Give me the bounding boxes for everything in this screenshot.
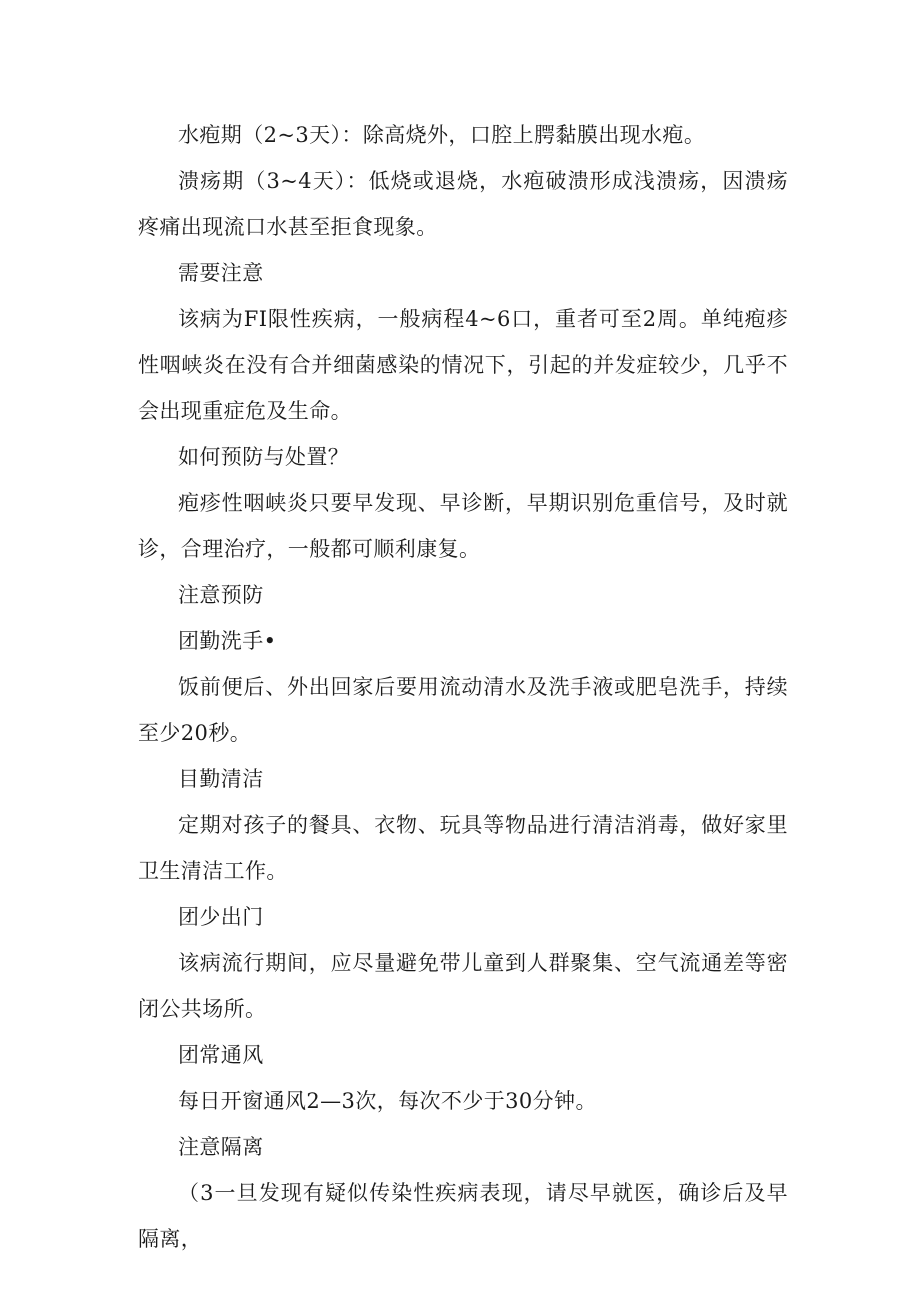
paragraph-blister-stage: 水疱期（2~3天）：除高烧外，口腔上腭黏膜出现水疱。 — [178, 123, 706, 147]
paragraph-ulcer-stage: 溃疡期（3~4天）：低烧或退烧，水疱破溃形成浅溃疡，因溃疡疼痛出现流口水甚至拒食现象。 — [138, 169, 788, 239]
heading-prevention-handling: 如何预防与处置？ — [178, 445, 350, 469]
heading-ventilation: 团常通风 — [178, 1043, 264, 1067]
paragraph-ventilation: 每日开窗通风2—3次，每次不少于30分钟。 — [178, 1089, 597, 1113]
heading-isolation: 注意隔离 — [178, 1135, 264, 1159]
heading-wash-hands: 团勤洗手• — [178, 629, 277, 653]
heading-cleaning: 目勤清洁 — [178, 767, 264, 791]
heading-stay-home: 团少出门 — [178, 905, 264, 929]
paragraph-disease-course: 该病为FI限性疾病，一般病程4~6口，重者可至2周。单纯疱疹性咽峡炎在没有合并细菌感染的情况下，引起的并发症较少，几乎不会出现重症危及生命。 — [138, 307, 788, 423]
document-body — [138, 112, 788, 1262]
paragraph-early-detection: 疱疹性咽峡炎只要早发现、早诊断，早期识别危重信号，及时就诊，合理治疗，一般都可顺利康复。 — [138, 491, 788, 561]
heading-prevention: 注意预防 — [178, 583, 264, 607]
heading-attention: 需要注意 — [178, 261, 264, 285]
paragraph-wash-hands: 饭前便后、外出回家后要用流动清水及洗手液或肥皂洗手，持续至少20秒。 — [138, 675, 788, 745]
paragraph-cleaning: 定期对孩子的餐具、衣物、玩具等物品进行清洁消毒，做好家里卫生清洁工作。 — [138, 813, 788, 883]
paragraph-isolation: （3一旦发现有疑似传染性疾病表现，请尽早就医，确诊后及早隔离， — [138, 1181, 788, 1251]
paragraph-stay-home: 该病流行期间，应尽量避免带儿童到人群聚集、空气流通差等密闭公共场所。 — [138, 951, 788, 1021]
